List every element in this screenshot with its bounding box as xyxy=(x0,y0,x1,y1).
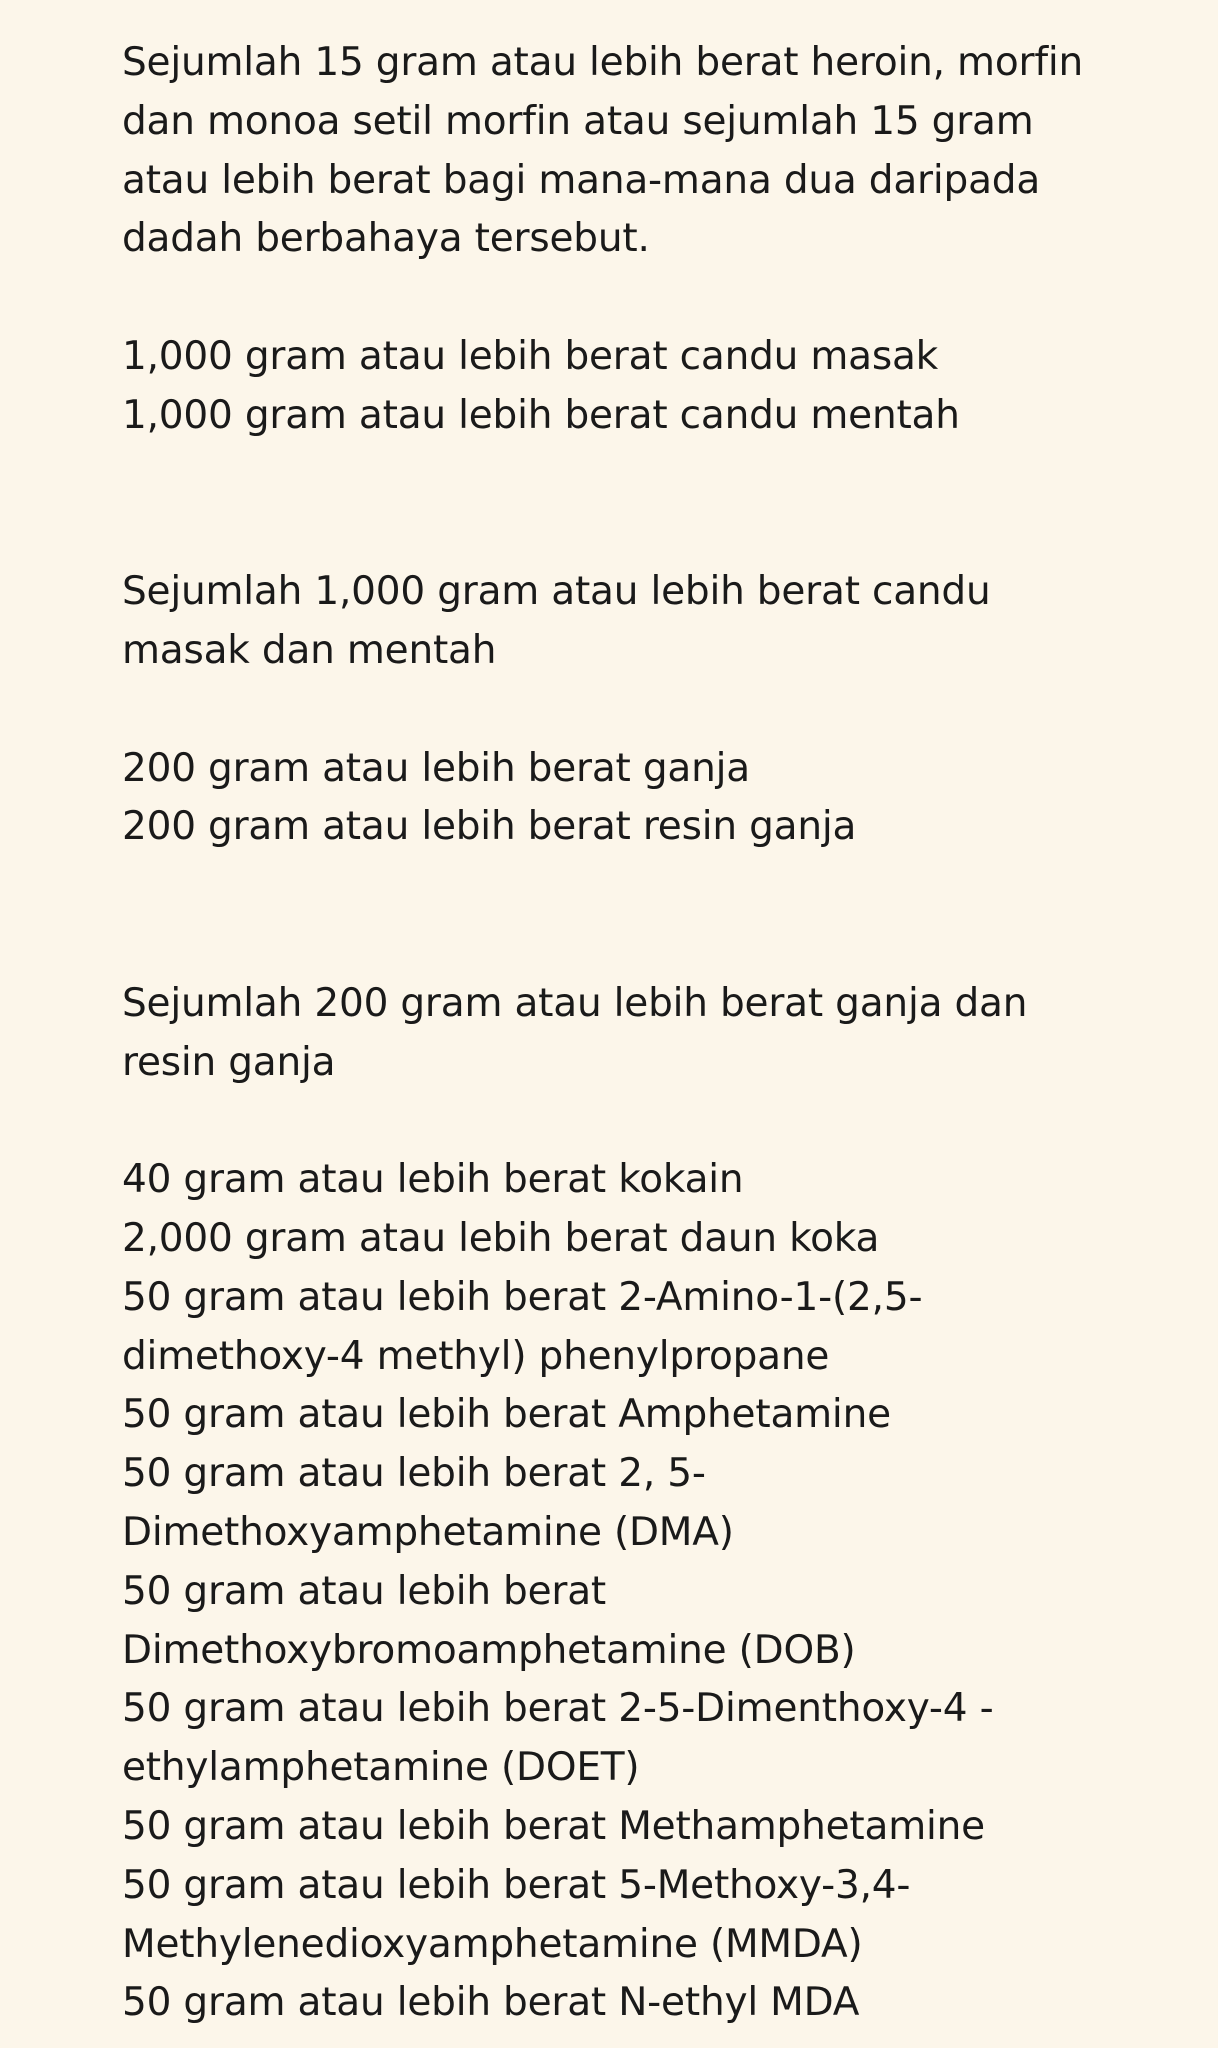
blank-line xyxy=(122,504,1158,563)
text-line: 50 gram atau lebih berat Methamphetamine xyxy=(122,1803,985,1849)
blank-line xyxy=(122,269,1158,328)
text-line: Methylenedioxyamphetamine (MMDA) xyxy=(122,1921,863,1967)
text-line: Dimethoxybromoamphetamine (DOB) xyxy=(122,1627,856,1673)
blank-line xyxy=(122,916,1158,975)
text-line: dan monoa setil morfin atau sejumlah 15 gram xyxy=(122,98,1034,144)
text-line: 1,000 gram atau lebih berat candu masak xyxy=(122,333,939,379)
text-line: masak dan mentah xyxy=(122,627,497,673)
text-line: 200 gram atau lebih berat resin ganja xyxy=(122,804,857,850)
blank-line xyxy=(122,857,1158,916)
text-line: 2,000 gram atau lebih berat daun koka xyxy=(122,1215,880,1261)
text-line: 1,000 gram atau lebih berat candu mentah xyxy=(122,392,960,438)
text-line: Sejumlah 200 gram atau lebih berat ganja dan xyxy=(122,980,1028,1026)
blank-line xyxy=(122,446,1158,505)
text-line: Sejumlah 1,000 gram atau lebih berat candu xyxy=(122,569,991,615)
text-line: 50 gram atau lebih berat 5-Methoxy-3,4- xyxy=(122,1862,911,1908)
text-line: Dimethoxyamphetamine (DMA) xyxy=(122,1509,734,1555)
text-line: 50 gram atau lebih berat xyxy=(122,1568,607,1614)
text-line: ethylamphetamine (DOET) xyxy=(122,1745,640,1791)
text-line: resin ganja xyxy=(122,1039,336,1085)
text-line: 50 gram atau lebih berat 2-Amino-1-(2,5- xyxy=(122,1274,923,1320)
text-line: 200 gram atau lebih berat ganja xyxy=(122,745,750,791)
text-line: dimethoxy-4 methyl) phenylpropane xyxy=(122,1333,830,1379)
text-line: 50 gram atau lebih berat 2-5-Dimenthoxy-4 - xyxy=(122,1686,994,1732)
blank-line xyxy=(122,681,1158,740)
text-line: atau lebih berat bagi mana-mana dua daripada xyxy=(122,157,1041,203)
text-line: dadah berbahaya tersebut. xyxy=(122,216,650,262)
text-line: 40 gram atau lebih berat kokain xyxy=(122,1157,744,1203)
text-line: Sejumlah 15 gram atau lebih berat heroin, morfin xyxy=(122,40,1084,85)
text-line: 50 gram atau lebih berat N-ethyl MDA xyxy=(122,1980,860,2026)
text-line: 50 gram atau lebih berat Amphetamine xyxy=(122,1392,891,1438)
blank-line xyxy=(122,1092,1158,1151)
text-line: 50 gram atau lebih berat 2, 5- xyxy=(122,1451,706,1497)
